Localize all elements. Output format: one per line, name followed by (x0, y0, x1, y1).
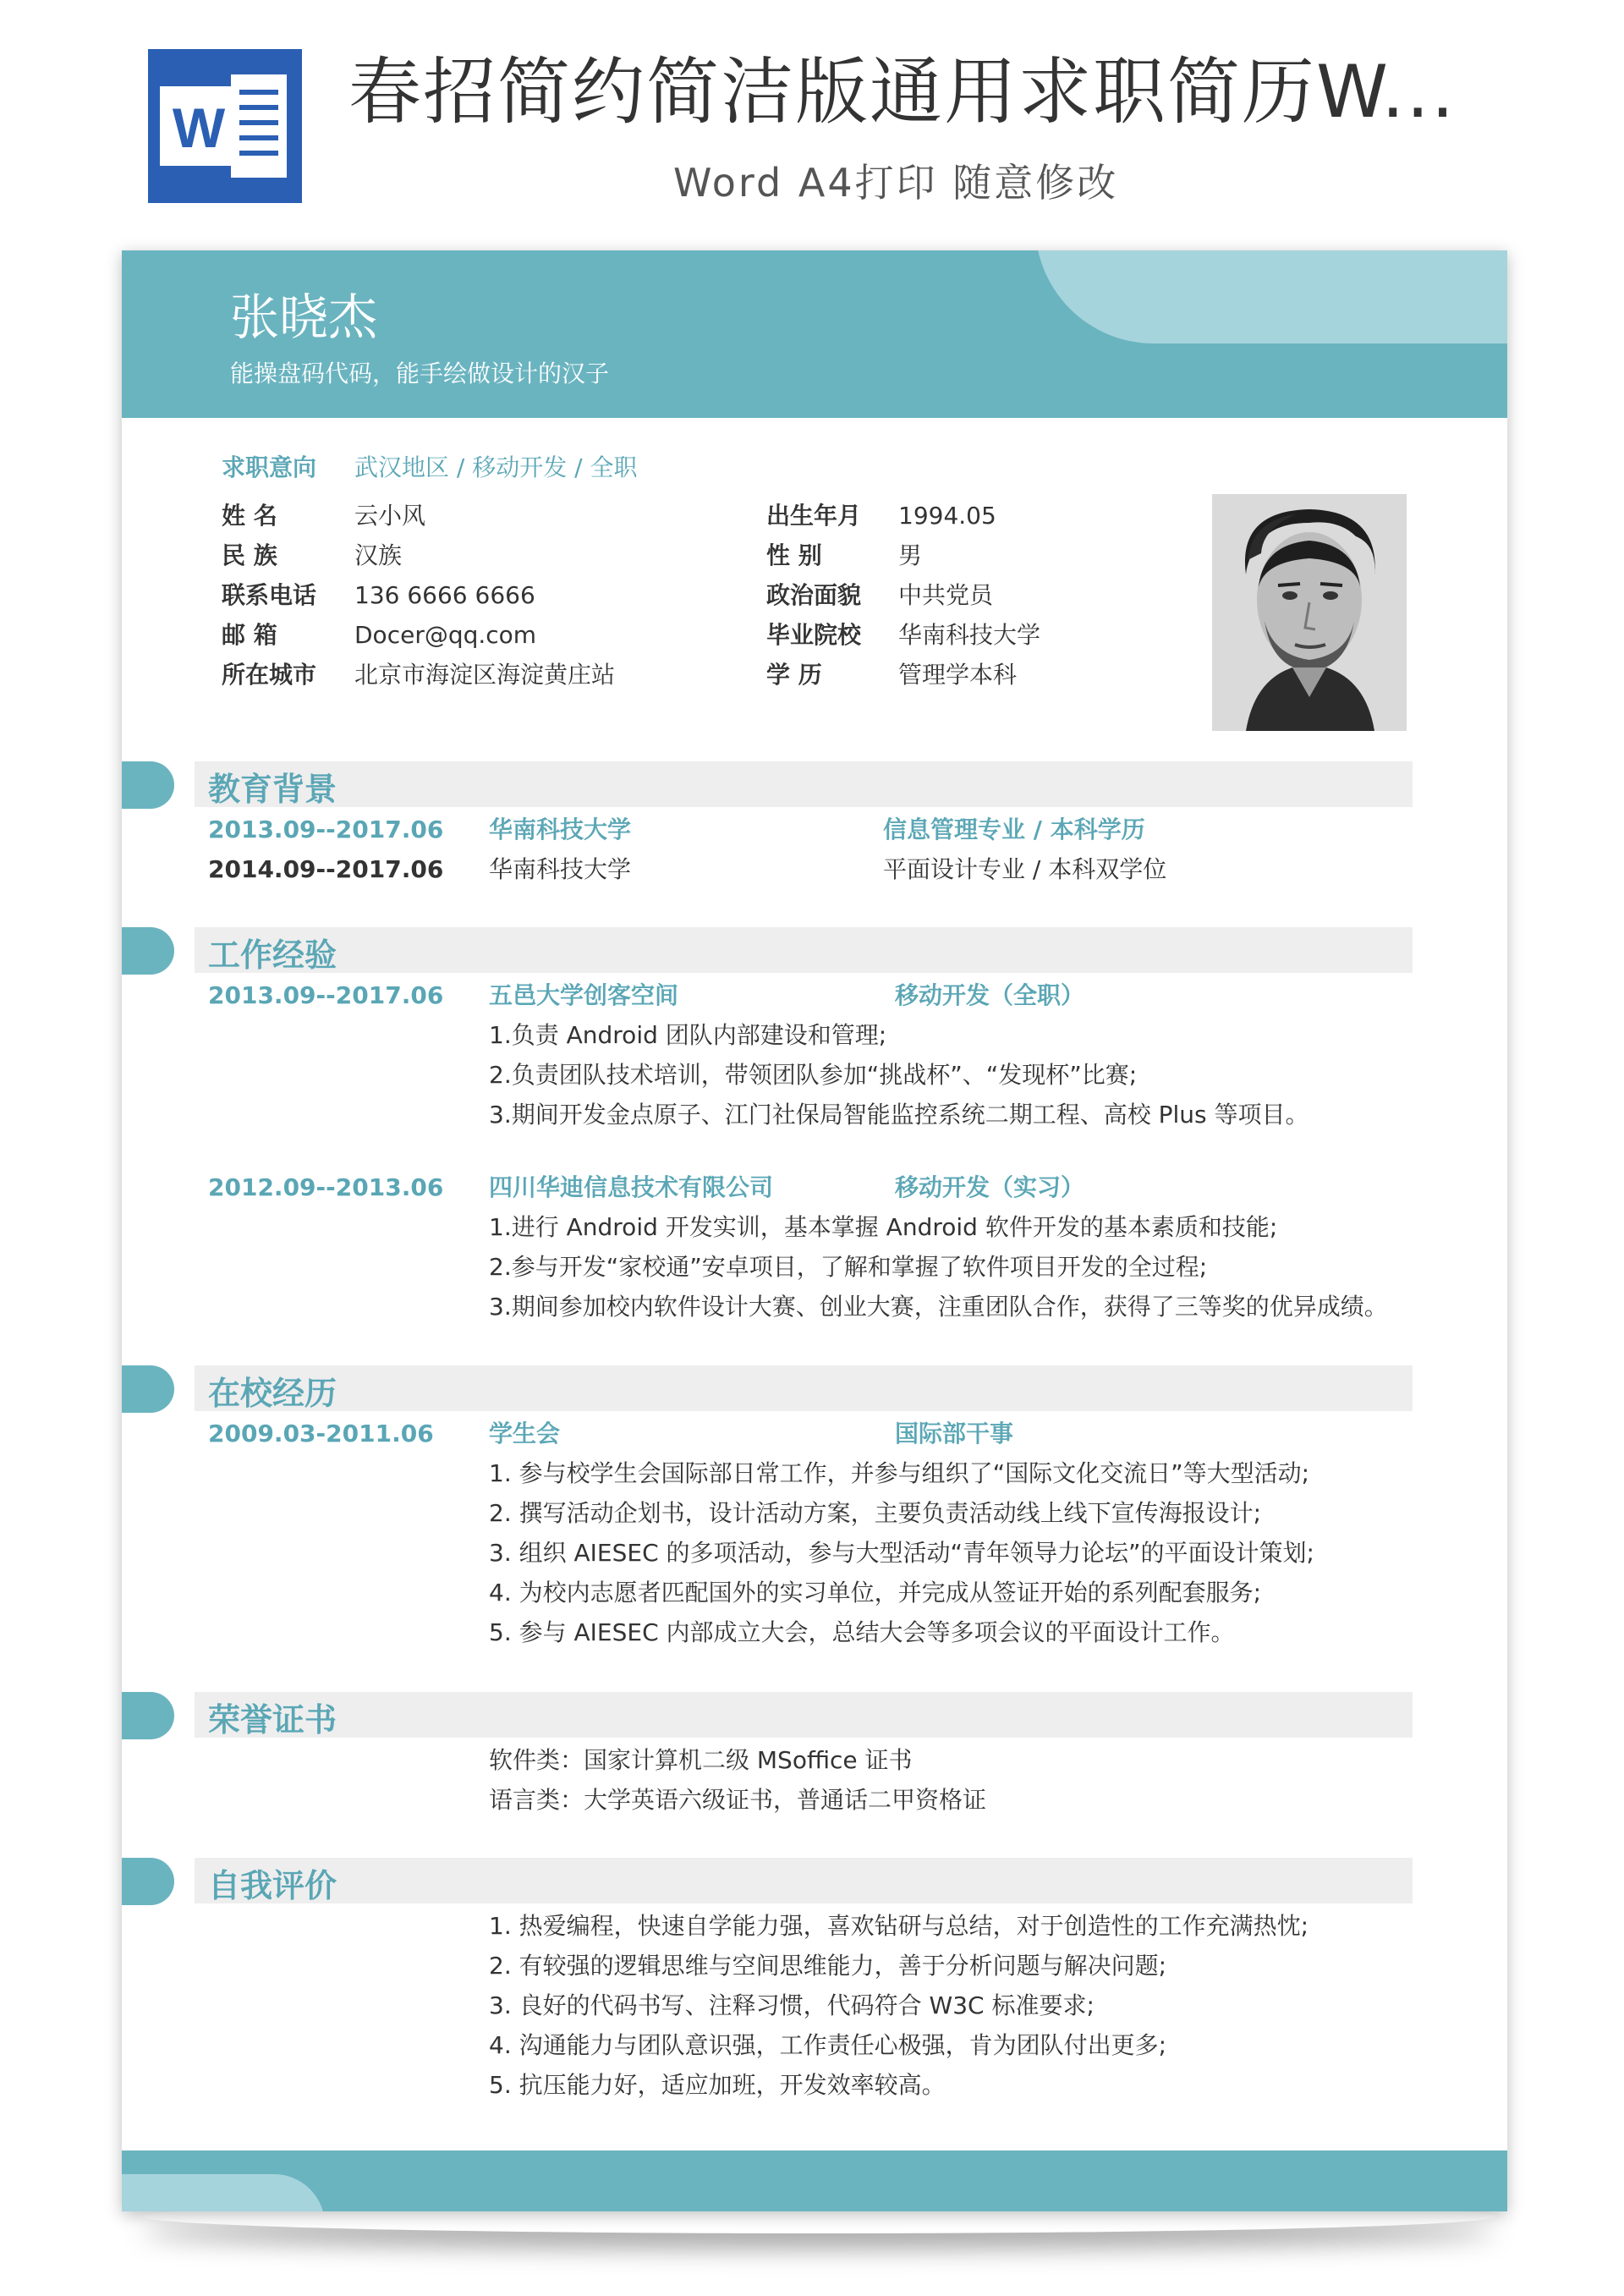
info-value-name: 云小风 (354, 502, 426, 530)
info-value-email: Docer@qq.com (354, 621, 537, 649)
campus-item-1: 1. 参与校学生会国际部日常工作，并参与组织了“国际文化交流日”等大型活动; (489, 1459, 1310, 1487)
info-value-ethnicity: 汉族 (354, 541, 403, 569)
section-education-header (195, 761, 1413, 807)
self-item-2: 2. 有较强的逻辑思维与空间思维能力，善于分析问题与解决问题; (489, 1952, 1167, 1980)
section-self-title: 自我评价 (208, 1867, 337, 1904)
intent-label: 求职意向 (222, 453, 317, 481)
info-value-gender: 男 (898, 541, 923, 569)
banner-decoration (1035, 250, 1507, 343)
info-label-degree: 学 历 (766, 661, 822, 689)
candidate-tagline: 能操盘码代码，能手绘做设计的汉子 (230, 360, 610, 387)
campus-item-3: 3. 组织 AIESEC 的多项活动，参与大型活动“青年领导力论坛”的平面设计策划; (489, 1539, 1314, 1567)
section-honors-title: 荣誉证书 (208, 1701, 337, 1738)
campus-org: 学生会 (489, 1420, 561, 1447)
info-value-city: 北京市海淀区海淀黄庄站 (354, 661, 616, 689)
edu-date-2: 2014.09--2017.06 (208, 855, 444, 883)
info-label-gender: 性 别 (766, 541, 822, 569)
edu-major-1: 信息管理专业 / 本科学历 (883, 816, 1145, 843)
self-item-1: 1. 热爱编程，快速自学能力强，喜欢钻研与总结，对于创造性的工作充满热忱; (489, 1912, 1309, 1940)
job-2-item-3: 3.期间参加校内软件设计大赛、创业大赛，注重团队合作，获得了三等奖的优异成绩。 (489, 1293, 1388, 1321)
candidate-name: 张晓杰 (230, 288, 378, 346)
job-1-company: 五邑大学创客空间 (489, 981, 679, 1009)
job-1-item-2: 2.负责团队技术培训，带领团队参加“挑战杯”、“发现杯”比赛; (489, 1061, 1138, 1089)
section-campus-title: 在校经历 (208, 1375, 337, 1412)
info-value-birth: 1994.05 (898, 502, 996, 530)
job-2-company: 四川华迪信息技术有限公司 (489, 1173, 774, 1201)
section-work-title: 工作经验 (208, 937, 337, 974)
footer-decoration (122, 2174, 325, 2211)
self-item-5: 5. 抗压能力好，适应加班，开发效率较高。 (489, 2071, 946, 2099)
self-item-3: 3. 良好的代码书写、注释习惯，代码符合 W3C 标准要求; (489, 1991, 1095, 2019)
document-title: 春招简约简洁版通用求职简历W... (348, 50, 1457, 135)
edu-major-2: 平面设计专业 / 本科双学位 (883, 855, 1167, 883)
resume-page (122, 250, 1507, 2211)
job-1-item-1: 1.负责 Android 团队内部建设和管理; (489, 1021, 887, 1049)
info-label-birth: 出生年月 (766, 502, 862, 530)
info-label-email: 邮 箱 (222, 621, 277, 649)
section-honors-header (195, 1692, 1413, 1738)
avatar (1212, 494, 1407, 731)
self-item-4: 4. 沟通能力与团队意识强，工作责任心极强，肯为团队付出更多; (489, 2031, 1167, 2059)
info-value-politics: 中共党员 (898, 581, 994, 609)
info-value-phone: 136 6666 6666 (354, 581, 535, 609)
edu-school-1: 华南科技大学 (489, 816, 632, 843)
resume-banner (122, 250, 1507, 418)
info-value-school: 华南科技大学 (898, 621, 1041, 649)
job-2-item-2: 2.参与开发“家校通”安卓项目，了解和掌握了软件项目开发的全过程; (489, 1253, 1208, 1281)
info-label-city: 所在城市 (222, 661, 317, 689)
word-icon-letter: W (172, 96, 226, 159)
info-label-phone: 联系电话 (222, 581, 317, 609)
section-work-marker (122, 927, 174, 975)
section-education-title: 教育背景 (208, 771, 337, 808)
section-self-marker (122, 1858, 174, 1905)
section-campus-header (195, 1365, 1413, 1411)
info-label-name: 姓 名 (222, 502, 277, 530)
info-label-politics: 政治面貌 (766, 581, 862, 609)
campus-role: 国际部干事 (895, 1420, 1014, 1447)
edu-school-2: 华南科技大学 (489, 855, 632, 883)
edu-date-1: 2013.09--2017.06 (208, 816, 444, 843)
info-value-degree: 管理学本科 (898, 661, 1018, 689)
resume-footer (122, 2150, 1507, 2211)
intent-value: 武汉地区 / 移动开发 / 全职 (354, 453, 638, 481)
campus-item-5: 5. 参与 AIESEC 内部成立大会，总结大会等多项会议的平面设计工作。 (489, 1618, 1235, 1646)
section-honors-marker (122, 1692, 174, 1739)
job-1-date: 2013.09--2017.06 (208, 981, 444, 1009)
info-label-ethnicity: 民 族 (222, 541, 277, 569)
honor-item-1: 软件类：国家计算机二级 MSoffice 证书 (489, 1746, 913, 1774)
word-icon (148, 49, 302, 203)
document-subtitle: Word A4打印 随意修改 (673, 160, 1119, 206)
honor-item-2: 语言类：大学英语六级证书，普通话二甲资格证 (489, 1786, 987, 1814)
job-1-role: 移动开发（全职） (895, 981, 1085, 1009)
campus-item-4: 4. 为校内志愿者匹配国外的实习单位，并完成从签证开始的系列配套服务; (489, 1579, 1262, 1607)
job-2-role: 移动开发（实习） (895, 1173, 1085, 1201)
info-label-school: 毕业院校 (766, 621, 862, 649)
section-education-marker (122, 761, 174, 809)
section-work-header (195, 927, 1413, 973)
job-2-item-1: 1.进行 Android 开发实训，基本掌握 Android 软件开发的基本素质和技能; (489, 1213, 1278, 1241)
job-2-date: 2012.09--2013.06 (208, 1173, 444, 1201)
document-header (0, 0, 1624, 228)
job-1-item-3: 3.期间开发金点原子、江门社保局智能监控系统二期工程、高校 Plus 等项目。 (489, 1101, 1309, 1129)
section-self-header (195, 1858, 1413, 1903)
campus-item-2: 2. 撰写活动企划书，设计活动方案，主要负责活动线上线下宣传海报设计; (489, 1499, 1262, 1527)
section-campus-marker (122, 1365, 174, 1413)
campus-date: 2009.03-2011.06 (208, 1420, 434, 1447)
